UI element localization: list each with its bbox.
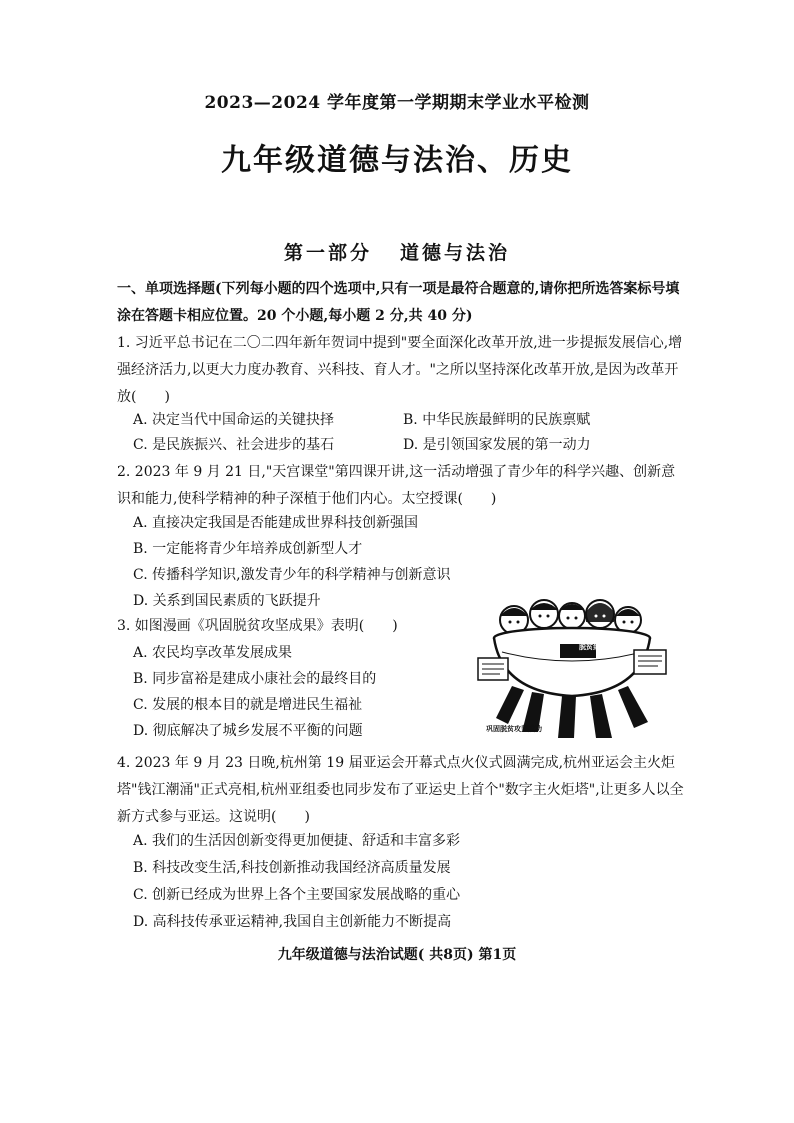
part-label: 第一部分 xyxy=(283,242,372,264)
part-heading xyxy=(0,238,794,265)
question-3-option-a: A. 农民均享改革发展成果 xyxy=(133,645,293,661)
question-2-option-b: B. 一定能将青少年培养成创新型人才 xyxy=(133,541,363,557)
question-1-option-a: A. 决定当代中国命运的关键抉择 xyxy=(133,412,335,428)
question-3-option-b: B. 同步富裕是建成小康社会的最终目的 xyxy=(133,671,377,687)
question-2-option-a: A. 直接决定我国是否能建成世界科技创新强国 xyxy=(133,515,419,531)
question-4-option-c: C. 创新已经成为世界上各个主要国家发展战略的重心 xyxy=(133,887,461,903)
question-1-option-c: C. 是民族振兴、社会进步的基石 xyxy=(133,437,335,453)
cartoon-caption: 巩固脱贫攻坚成功 xyxy=(486,725,542,733)
question-3-option-c: C. 发展的根本目的就是增进民生福祉 xyxy=(133,697,363,713)
question-1-option-b: B. 中华民族最鲜明的民族禀赋 xyxy=(403,412,591,428)
question-4-option-a: A. 我们的生活因创新变得更加便捷、舒适和丰富多彩 xyxy=(133,833,461,849)
question-1-option-d: D. 是引领国家发展的第一动力 xyxy=(403,437,591,453)
exam-title: 2023—2024 学年度第一学期期末学业水平检测 xyxy=(204,93,590,113)
question-4-stem: 4. 2023 年 9 月 23 日晚,杭州第 19 届亚运会开幕式点火仪式圆满完成,杭州亚运会主火炬塔"钱江潮涌"正式亮相,杭州亚组委也同步发布了亚运史上首个"数字主火炬塔",让更多人以全新方式参与亚运。这说明( ) xyxy=(117,755,684,825)
poverty-cartoon-illustration xyxy=(472,592,672,742)
question-3-option-d: D. 彻底解决了城乡发展不平衡的问题 xyxy=(133,723,363,739)
page-footer: 九年级道德与法治试题( 共8页) 第1页 xyxy=(277,947,517,963)
question-1-stem: 1. 习近平总书记在二〇二四年新年贺词中提到"要全面深化改革开放,进一步提振发展信心,增强经济活力,以更大力度办教育、兴科技、育人才。"之所以坚持深化改革开放,是因为改革开放( ) xyxy=(117,335,683,405)
question-2-stem: 2. 2023 年 9 月 21 日,"天宫课堂"第四课开讲,这一活动增强了青少年的科学兴趣、创新意识和能力,使科学精神的种子深植于他们内心。太空授课( ) xyxy=(117,464,676,507)
part-name: 道德与法治 xyxy=(400,242,511,264)
question-2-option-c: C. 传播科学知识,激发青少年的科学精神与创新意识 xyxy=(133,567,451,583)
cartoon-bowl-label: 脱贫致富 xyxy=(579,643,607,651)
question-4-option-d: D. 高科技传承亚运精神,我国自主创新能力不断提高 xyxy=(133,914,452,930)
section-instructions: 一、单项选择题(下列每小题的四个选项中,只有一项是最符合题意的,请你把所选答案标号填涂在答题卡相应位置。20 个小题,每小题 2 分,共 40 分) xyxy=(117,281,680,324)
question-2-option-d: D. 关系到国民素质的飞跃提升 xyxy=(133,593,321,609)
subject-title: 九年级道德与法治、历史 xyxy=(221,143,573,178)
question-3-stem: 3. 如图漫画《巩固脱贫攻坚成果》表明( ) xyxy=(117,618,398,634)
question-4-option-b: B. 科技改变生活,科技创新推动我国经济高质量发展 xyxy=(133,860,451,876)
